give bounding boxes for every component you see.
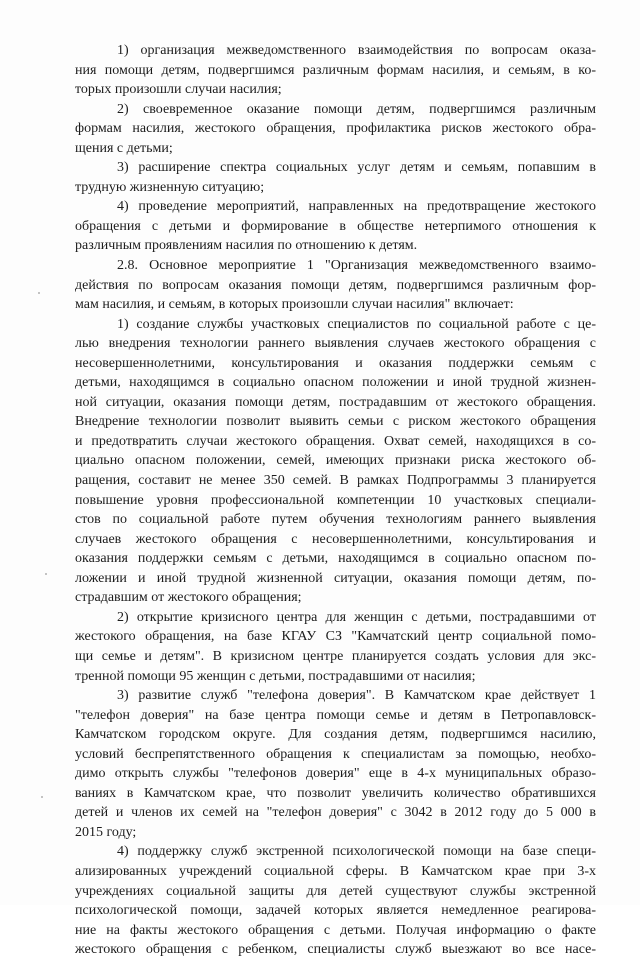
paragraph-line: страдавшим от жестокого обращения; [75, 590, 302, 606]
paragraph-line: ной ситуации, оказания помощи детям, пострадавшим от жестокого обращения. [75, 394, 596, 410]
paragraph-line: детей и членов их семей на "телефон доверия" с 3042 в 2012 году до 5 000 в [75, 805, 596, 821]
paragraph-line: 1) создание службы участковых специалистов по социальной работе с це- [117, 316, 596, 332]
paragraph-line: 2.8. Основное мероприятие 1 "Организация межведомственного взаимо- [117, 258, 596, 274]
paragraph-line: детьми, находящимся в социально опасном положении и иной трудной жизнен- [75, 375, 596, 391]
paragraph-line: ращения, составит не менее 350 семей. В рамках Подпрограммы 3 планируется [75, 473, 596, 489]
paragraph-line: 1) организация межведомственного взаимодействия по вопросам оказа- [117, 43, 596, 58]
paragraph-line: и предотвратить случаи жестокого обращения. Охват семей, находящихся в со- [75, 433, 596, 449]
paragraph-line: Камчатском городском округе. Для создания детям, подвергшимся насилию, [75, 727, 596, 743]
scan-speck [41, 796, 43, 798]
paragraph-line: 2) своевременное оказание помощи детям, подвергшимся различным [117, 101, 596, 117]
paragraph-line: действия по вопросам оказания помощи детям, подвергшимся различным фор- [75, 277, 596, 293]
paragraph-line: трудную жизненную ситуацию; [75, 179, 265, 195]
paragraph-line: циально опасном положении, семей, имеющих признаки риска жестокого об- [75, 453, 596, 469]
paragraph-line: стов по социальной работе путем обучения технологиям раннего выявления [75, 512, 596, 528]
paragraph-line: обращения с детьми и формирование в обществе нетерпимого отношения к [75, 218, 596, 234]
paragraph-line: 3) расширение спектра социальных услуг детям и семьям, попавшим в [117, 160, 596, 176]
paragraph [75, 256, 596, 315]
paragraph-line: "телефон доверия" на базе центра помощи семье и детям в Петропавловск- [75, 707, 596, 723]
paragraph [75, 686, 596, 842]
paragraph-line: оказания поддержки семьям с детьми, находящимся в социально опасном по- [75, 551, 596, 567]
paragraph [75, 41, 596, 100]
paragraph [75, 608, 596, 686]
paragraph-line: психологической помощи, задачей которых является немедленное реагирова- [75, 903, 596, 919]
paragraph-line: ализированных учреждений социальной сферы. В Камчатском крае при 3-х [75, 863, 596, 879]
paragraph-line: несовершеннолетними, консультирования и оказания поддержки семьям с [75, 355, 596, 371]
paragraph-line: 2) открытие кризисного центра для женщин с детьми, пострадавшими от [117, 609, 596, 625]
scan-speck [45, 573, 47, 575]
paragraph-line: лью внедрения технологии раннего выявления случаев жестокого обращения с [75, 336, 596, 352]
paragraph-line: 4) поддержку служб экстренной психологической помощи на базе специ- [117, 844, 596, 860]
paragraph-line: повышение уровня профессиональной компетенции 10 участковых специали- [75, 492, 596, 508]
paragraph-line: 2015 году; [75, 824, 137, 840]
paragraph-line: 4) проведение мероприятий, направленных на предотвращение жестокого [117, 199, 596, 215]
paragraph-line: условий беспрепятственного обращения к специалистам за помощью, необхо- [75, 746, 596, 762]
paragraph-line: мам насилия, и семьям, в которых произошли случаи насилия" включает: [75, 297, 514, 313]
paragraph-line: случаев жестокого обращения с несовершеннолетними, консультирования и [75, 531, 596, 547]
paragraph [75, 158, 596, 197]
paragraph-line: жестокого обращения, на базе КГАУ СЗ "Камчатский центр социальной помо- [75, 629, 596, 645]
paragraph [75, 197, 596, 256]
paragraph-line: димо открыть службы "телефонов доверия" еще в 4-х муниципальных образо- [75, 766, 596, 782]
paragraph-line: ваниях в Камчатском крае, что позволит увеличить количество обратившихся [75, 785, 596, 801]
paragraph [75, 315, 596, 608]
paragraph [75, 100, 596, 159]
paragraph-line: щи семье и детям". В кризисном центре планируется создать условия для экс- [75, 648, 596, 664]
paragraph-line: ния помощи детям, подвергшимся различным формам насилия, и семьям, в ко- [75, 62, 596, 78]
paragraph [75, 842, 596, 959]
paragraph-line: учреждениях социальной защиты для детей существуют службы экстренной [75, 883, 596, 899]
paragraph-line: ложении и иной трудной жизненной ситуации, оказания помощи детям, по- [75, 570, 596, 586]
paragraph-line: тренной помощи 95 женщин с детьми, пострадавшими от насилия; [75, 668, 476, 684]
paragraph-line: Внедрение технологии позволит выявить семьи с риском жестокого обращения [75, 414, 596, 430]
paragraph-line: ние на факты жестокого обращения с детьми. Получая информацию о факте [75, 922, 596, 938]
paragraph-line: торых произошли случаи насилия; [75, 82, 282, 98]
paragraph-line: жестокого обращения с ребенком, специалисты служб выезжают во все насе- [75, 942, 596, 958]
paragraph-line: формам насилия, жестокого обращения, профилактика рисков жестокого обра- [75, 121, 596, 137]
scan-speck [38, 292, 40, 294]
paragraph-line: различным проявлениям насилия по отношению к детям. [75, 238, 418, 254]
paragraph-line: 3) развитие служб "телефона доверия". В Камчатском крае действует 1 [117, 688, 596, 704]
paragraph-line: щения с детьми; [75, 140, 173, 156]
document-body [75, 41, 596, 960]
